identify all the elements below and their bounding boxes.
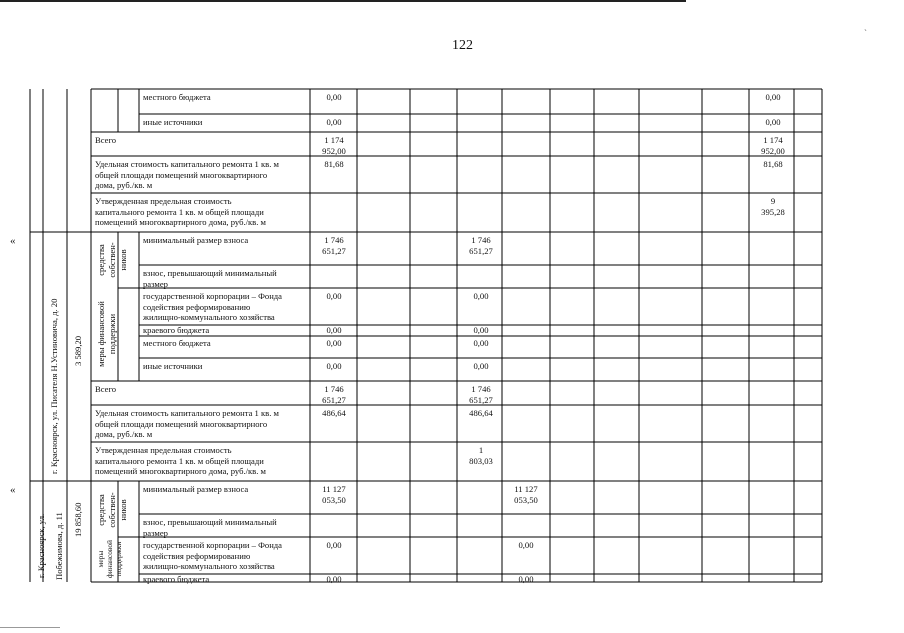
- row-label: краевого бюджета: [143, 574, 210, 584]
- quote-mark-1: «: [10, 235, 16, 247]
- group-owner-vertical: средства собствен- ников: [96, 492, 128, 528]
- cell-value: 0,00: [326, 338, 342, 348]
- cell-value: 0,00: [765, 117, 781, 127]
- cell-value: 0,00: [473, 338, 489, 348]
- row-label: иные источники: [143, 361, 203, 371]
- area-vertical: 19 858,60: [73, 502, 83, 537]
- cell-value: 0,00: [518, 540, 534, 550]
- unit-cost-label: Удельная стоимость капитального ремонта 1 кв. м общей площади помещений многоквартирного дома, руб./кв. м: [95, 408, 279, 439]
- cell-value: 81,68: [763, 159, 783, 169]
- address-vertical-line1: г. Красноярск, ул.: [36, 513, 46, 578]
- scan-mark: ˋ: [864, 28, 867, 38]
- limit-cost-label: Утвержденная предельная стоимость капитального ремонта 1 кв. м общей площади помещений многоквартирного дома, руб./кв. м: [95, 445, 266, 476]
- cell-value: 11 127 053,50: [514, 484, 538, 505]
- area-vertical: 3 589,20: [73, 335, 83, 366]
- row-label: местного бюджета: [143, 92, 211, 102]
- cell-value: 1 746 651,27: [469, 384, 493, 405]
- cell-value: 1 174 952,00: [761, 135, 785, 156]
- address-vertical-line2: Побежимова, д. 11: [54, 512, 64, 580]
- unit-cost-label: Удельная стоимость капитального ремонта 1 кв. м общей площади помещений многоквартирного дома, руб./кв. м: [95, 159, 279, 190]
- cell-value: 81,68: [324, 159, 344, 169]
- row-label: местного бюджета: [143, 338, 211, 348]
- group-owner-vertical: средства собствен- ников: [96, 242, 128, 278]
- cell-value: 0,00: [473, 361, 489, 371]
- row-label: взнос, превышающий минимальный размер: [143, 268, 277, 289]
- cell-value: 0,00: [326, 574, 342, 584]
- cell-value: 0,00: [518, 574, 534, 584]
- cell-value: 0,00: [326, 361, 342, 371]
- cell-value: 1 746 651,27: [469, 235, 493, 256]
- cell-value: 0,00: [326, 92, 342, 102]
- cell-value: 486,64: [469, 408, 493, 418]
- cell-value: 486,64: [322, 408, 346, 418]
- address-vertical: г. Красноярск, ул. Писателя Н.Устиновича, д. 20: [49, 298, 59, 474]
- cell-value: 9 395,28: [761, 196, 785, 217]
- row-label: краевого бюджета: [143, 325, 210, 335]
- row-label: иные источники: [143, 117, 203, 127]
- cell-value: 0,00: [473, 325, 489, 335]
- total-label: Всего: [95, 384, 117, 394]
- group-support-vertical: меры финансовой поддержки: [96, 540, 123, 578]
- cell-value: 11 127 053,50: [322, 484, 346, 505]
- row-label: взнос, превышающий минимальный размер: [143, 517, 277, 538]
- total-label: Всего: [95, 135, 117, 145]
- cell-value: 1 746 651,27: [322, 384, 346, 405]
- cell-value: 1 803,03: [469, 445, 493, 466]
- cell-value: 0,00: [326, 540, 342, 550]
- row-label: минимальный размер взноса: [143, 235, 249, 245]
- cell-value: 0,00: [765, 92, 781, 102]
- cell-value: 1 746 651,27: [322, 235, 346, 256]
- page-number: 122: [452, 38, 473, 53]
- cell-value: 0,00: [473, 291, 489, 301]
- row-label: минимальный размер взноса: [143, 484, 249, 494]
- group-support-vertical: меры финансовой поддержки: [96, 301, 117, 367]
- cell-value: 1 174 952,00: [322, 135, 346, 156]
- quote-mark-2: «: [10, 484, 16, 496]
- cell-value: 0,00: [326, 117, 342, 127]
- row-label: государственной корпорации – Фонда содействия реформированию жилищно-коммунального хозяйства: [143, 291, 282, 322]
- cell-value: 0,00: [326, 291, 342, 301]
- cell-value: 0,00: [326, 325, 342, 335]
- row-label: государственной корпорации – Фонда содействия реформированию жилищно-коммунального хозяйства: [143, 540, 282, 571]
- limit-cost-label: Утвержденная предельная стоимость капитального ремонта 1 кв. м общей площади помещений многоквартирного дома, руб./кв. м: [95, 196, 266, 227]
